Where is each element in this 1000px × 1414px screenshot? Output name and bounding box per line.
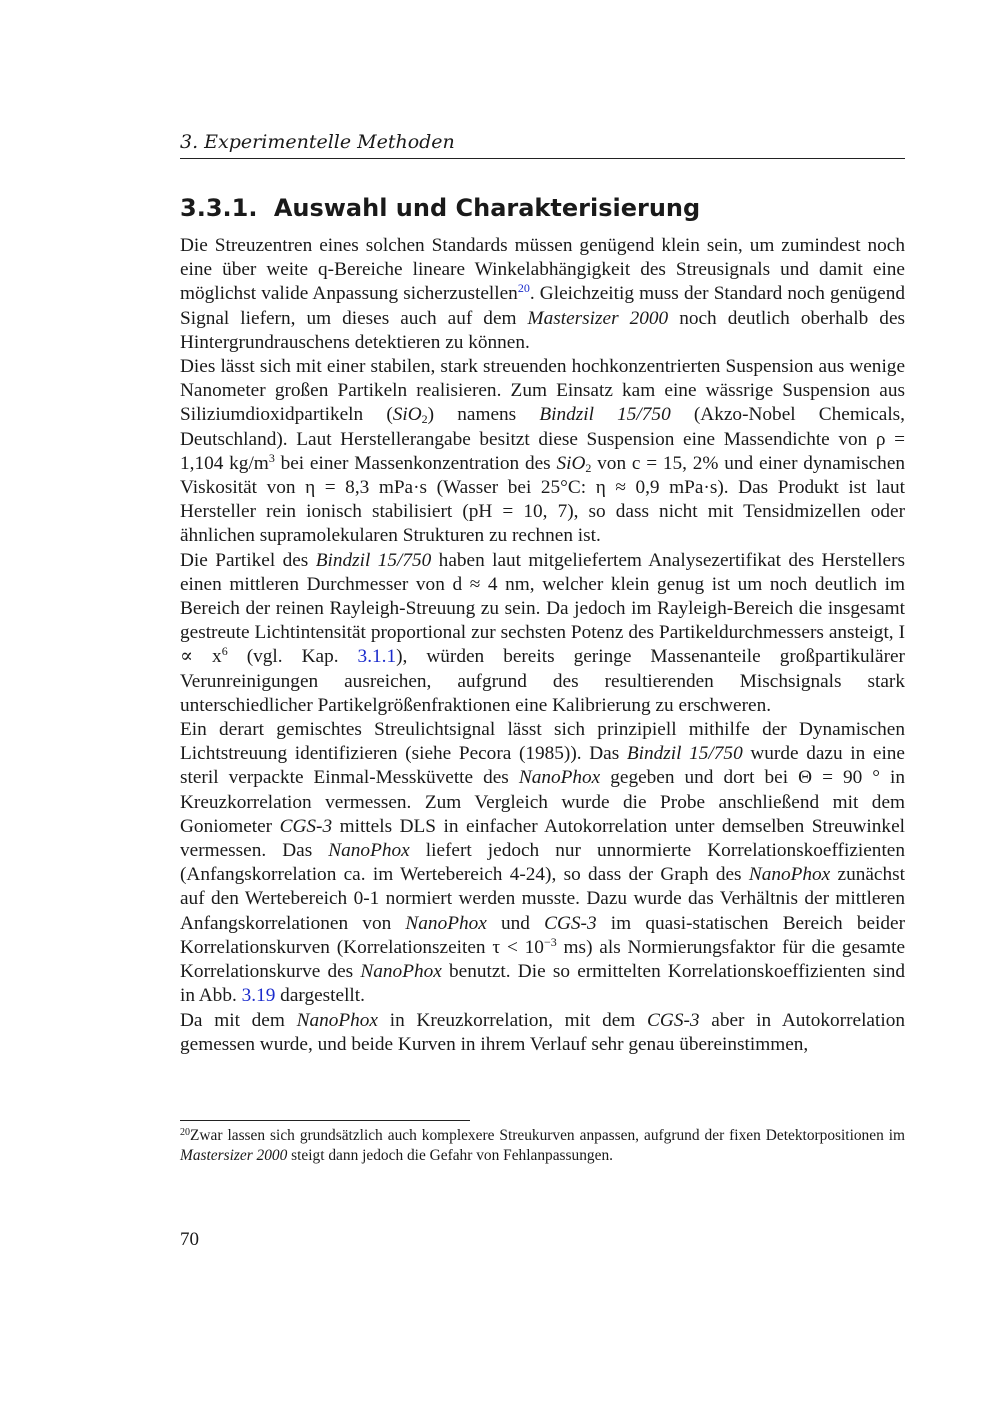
formula-diameter: d ≈ 4 nm [452,573,530,595]
text-run: von [591,452,632,474]
section-title: Auswahl und Charakterisierung [273,194,701,222]
formula-proportionality-exponent: 6 [221,644,228,659]
text-run: aber in Autokorrelation gemessen wurde, und beide Kurven in ihrem Verlauf sehr genau übereinstimmen, [180,1009,905,1055]
text-run: (Wasser bei 25°C: [427,477,596,499]
text-run: , welcher klein genug ist um noch deutlich im Bereich der reinen Rayleigh-Streuung zu sein. Da jedoch im Rayleigh-Bereich die insgesamt gestreute Lichtintensität proportional zur sechsten Potenz des Partikeldurchmessers ansteigt, [180,573,905,644]
text-run: Dies lässt sich mit einer stabilen, stark streuenden hochkonzentrierten Suspension aus wenige Nanometer großen Partikeln realisieren. Zum Einsatz kam eine wässrige Suspension aus Siliziumdioxidpartikeln ( [180,356,905,426]
paragraph-4 [180,718,905,1008]
paragraph-3 [180,549,905,718]
text-run: ). Das Produkt ist laut Hersteller rein ionisch stabilisiert ( [180,477,906,523]
running-header-title: 3. Experimentelle Methoden [180,131,455,153]
formula-proportionality: I ∝ x [180,622,905,668]
formula-ph: pH = 10, 7 [468,501,568,523]
formula-tau: τ < 10 [492,936,544,958]
footnote-20 [180,1126,905,1166]
formula-tau-exponent: −3 [543,934,557,949]
product-cgs3: CGS-3 [279,815,333,837]
text-run: dargestellt. [275,985,365,1007]
product-nanophox: NanoPhox [360,961,442,983]
formula-sio2: SiO [556,452,586,474]
text-run: wurde dazu in eine steril verpackte Einmal-Messküvette des [180,743,905,789]
formula-tau-unit: ms [556,936,587,958]
product-mastersizer: Mastersizer 2000 [527,307,669,329]
product-nanophox: NanoPhox [748,864,831,886]
paragraph-2 [180,355,905,549]
text-run: Die Streuzentren eines solchen Standards müssen genügend klein sein, um zumindest noch eine über weite q-Bereiche lineare Winkelabhängigkeit des Streusignals und damit eine möglichst valide Anpassung sicherzustellen [180,235,905,305]
text-run: im quasi-statischen Bereich beider Korrelationskurven (Korrelationszeiten [180,912,906,958]
page-number: 70 [180,1229,199,1250]
product-cgs3: CGS-3 [647,1009,700,1031]
figure-ref-link[interactable]: 3.19 [241,985,276,1007]
text-run: liefert jedoch nur unnormierte Korrelationskoeffizienten (Anfangskorrelation ca. im Wertebereich 4-24), so dass der Graph des [180,840,905,886]
footnote-text: Zwar lassen sich grundsätzlich auch komplexere Streukurven anpassen, aufgrund der fixen Detektorpositionen im [190,1127,905,1144]
body-text [180,234,905,1057]
formula-sio2-subscript: 2 [421,412,428,427]
formula-sio2: SiO [392,404,422,426]
footnote-ref-20[interactable]: 20 [517,281,530,296]
text-run: in Kreuzkorrelation, mit dem [377,1009,648,1031]
product-bindzil: Bindzil 15/750 [539,404,671,426]
product-mastersizer: Mastersizer 2000 [180,1147,288,1164]
section-number: 3.3.1. [180,194,258,222]
text-run: und einer dynamischen Viskosität von [180,452,906,499]
section-heading [180,193,905,223]
text-run: in Kreuzkorrelation vermessen. Zum Vergleich wurde die Probe anschließend mit dem Goniometer [180,767,906,837]
product-bindzil: Bindzil 15/750 [626,743,743,765]
text-run: ) als Normierungsfaktor für die gesamte Korrelationskurve des [180,936,906,983]
text-run: Da mit dem [180,1009,297,1031]
product-cgs3: CGS-3 [544,912,597,934]
text-run: (vgl. Kap. [227,646,358,668]
text-run: haben laut mitgeliefertem Analysezertifikat des Herstellers einen mittleren Durchmesser von [180,549,905,595]
text-run: benutzt. Die so ermittelten Korrelationskoeffizienten sind in Abb. [180,961,906,1007]
paragraph-5 [180,1009,905,1057]
formula-eta-water: η ≈ 0,9 mPa·s [595,477,718,499]
product-nanophox: NanoPhox [296,1009,378,1031]
running-header [180,130,905,159]
text-run: ) namens [427,404,540,426]
text-run: mittels DLS in einfacher Autokorrelation unter demselben Streuwinkel vermessen. Das [180,815,905,862]
footnote-text: steigt dann jedoch die Gefahr von Fehlanpassungen. [287,1147,613,1164]
formula-sio2-subscript: 2 [585,460,592,475]
footnote-mark: 20 [180,1127,190,1138]
product-nanophox: NanoPhox [518,767,601,789]
text-run: noch deutlich oberhalb des Hintergrundrauschens detektieren zu können. [180,307,906,353]
formula-concentration: c = 15, 2% [631,452,719,474]
text-run: ), würden bereits geringe Massenanteile großpartikulärer Verunreinigungen ausreichen, aufgrund des resultierenden Mischsignals stark unterschiedlicher Partikelgrößenfraktionen eine Kalibrierung zu erschweren. [180,646,905,716]
product-nanophox: NanoPhox [405,912,487,934]
text-run: gegeben und dort bei [600,767,799,789]
formula-eta: η = 8,3 mPa·s [305,477,428,499]
text-run: und [486,912,545,934]
text-run: ), so dass nicht mit Tensidmizellen oder ähnlichen supramolekularen Strukturen zu rechnen ist. [180,501,906,547]
text-run: . Gleichzeitig muss der Standard noch genügend Signal liefern, um dieses auch auf dem [180,283,905,329]
formula-theta: Θ = 90 ° [798,767,880,789]
text-run: bei einer Massenkonzentration des [274,452,557,474]
paragraph-1 [180,234,905,355]
text-run: Die Partikel des [180,549,316,571]
text-run: Ein derart gemischtes Streulichtsignal lässt sich prinzipiell mithilfe der Dynamischen Lichtstreuung identifizieren (siehe Pecora (1985)). Das [180,719,905,765]
text-run: (Akzo-Nobel Chemicals, Deutschland). Laut Herstellerangabe besitzt diese Suspension eine Massendichte von [180,404,905,450]
section-ref-link[interactable]: 3.1.1 [357,646,397,668]
formula-rho: ρ = 1,104 kg/m [180,428,905,474]
formula-rho-exponent: 3 [268,450,275,465]
text-run: zunächst auf den Wertebereich 0-1 normiert werden musste. Dazu wurde das Verhältnis der mittleren Anfangskorrelationen von [180,864,905,934]
product-bindzil: Bindzil 15/750 [315,549,432,571]
footnote-divider [180,1120,470,1121]
product-nanophox: NanoPhox [328,840,410,862]
